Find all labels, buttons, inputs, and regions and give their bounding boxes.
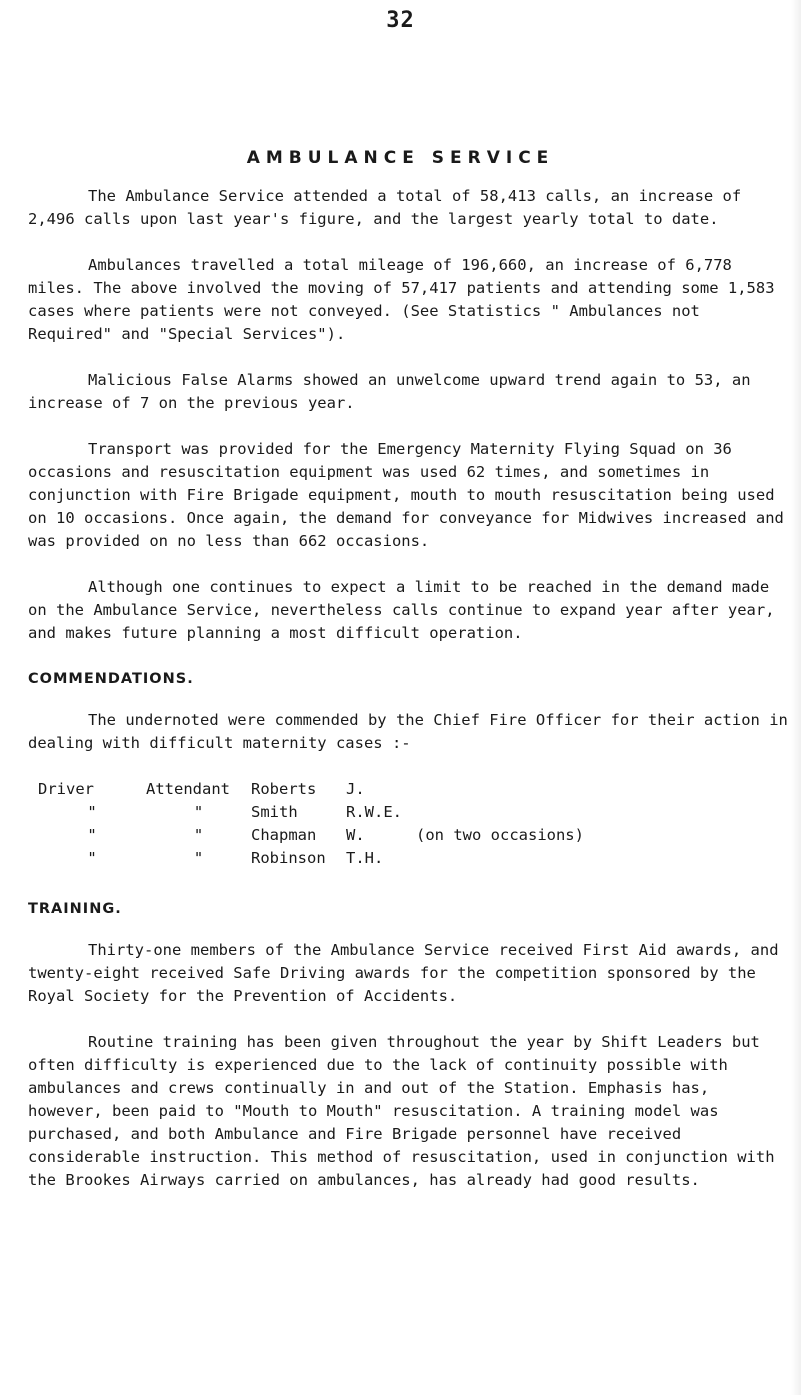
role-driver-ditto: " — [87, 803, 97, 821]
role-driver-ditto: " — [87, 826, 97, 844]
intro-paragraph-3: Malicious False Alarms showed an unwelcome upward trend again to 53, an increase of 7 on the previous year. — [28, 371, 751, 412]
commendation-row — [38, 801, 788, 824]
training-paragraph-1: Thirty-one members of the Ambulance Service received First Aid awards, and twenty-eight received Safe Driving awards for the competition sponsored by the Royal Society for the Prevention of Accidents. — [28, 941, 779, 1005]
initials: W. — [346, 826, 365, 844]
role-attendant-ditto: " — [193, 826, 204, 844]
commendation-row — [38, 778, 788, 801]
commendations-list — [28, 778, 788, 870]
role-driver-ditto: " — [87, 849, 97, 867]
document-body — [28, 185, 788, 1215]
commendation-row — [38, 847, 788, 870]
surname: Robinson — [251, 849, 326, 867]
initials: J. — [346, 780, 365, 798]
training-heading: TRAINING. — [28, 901, 122, 917]
note — [416, 801, 788, 824]
surname: Smith — [251, 803, 298, 821]
note — [416, 847, 788, 870]
commendations-heading: COMMENDATIONS. — [28, 671, 194, 687]
intro-paragraph-1: The Ambulance Service attended a total of 58,413 calls, an increase of 2,496 calls upon last year's figure, and the largest yearly total to date. — [28, 187, 742, 228]
commendation-row — [38, 824, 788, 847]
role-attendant-ditto: " — [193, 803, 204, 821]
training-paragraph-2: Routine training has been given throughout the year by Shift Leaders but often difficulty is experienced due to the lack of continuity possible with ambulances and crews continually in and out of the Station. Emphasis has, however, been paid to "Mouth to Mouth" resuscitation. A training model was purchased, and both Ambulance and Fire Brigade personnel have received considerable instruction. This method of resuscitation, used in conjunction with the Brookes Airways carried on ambulances, has already had good results. — [28, 1033, 775, 1189]
initials: T.H. — [346, 849, 384, 867]
intro-paragraph-5: Although one continues to expect a limit to be reached in the demand made on the Ambulance Service, nevertheless calls continue to expand year after year, and makes future planning a most difficult operation. — [28, 578, 775, 642]
intro-paragraph-4: Transport was provided for the Emergency Maternity Flying Squad on 36 occasions and resuscitation equipment was used 62 times, and sometimes in conjunction with Fire Brigade equipment, mouth to mouth resuscitation being used on 10 occasions. Once again, the demand for conveyance for Midwives increased and was provided on no less than 662 occasions. — [28, 440, 784, 550]
surname: Chapman — [251, 826, 317, 844]
role-driver: Driver — [38, 780, 94, 798]
note — [416, 778, 788, 801]
page-title: AMBULANCE SERVICE — [246, 148, 555, 168]
role-attendant: Attendant — [146, 780, 230, 798]
commendations-intro: The undernoted were commended by the Chief Fire Officer for their action in dealing with difficult maternity cases :- — [28, 711, 788, 752]
page-number: 32 — [386, 8, 415, 33]
initials: R.W.E. — [346, 803, 402, 821]
role-attendant-ditto: " — [193, 849, 204, 867]
note: (on two occasions) — [416, 826, 584, 844]
intro-paragraph-2: Ambulances travelled a total mileage of 196,660, an increase of 6,778 miles. The above involved the moving of 57,417 patients and attending some 1,583 cases where patients were not conveyed. (See Statistics " Ambulances not Required" and "Special Services"). — [28, 256, 775, 343]
scan-edge-shadow — [791, 0, 801, 1395]
surname: Roberts — [251, 780, 317, 798]
